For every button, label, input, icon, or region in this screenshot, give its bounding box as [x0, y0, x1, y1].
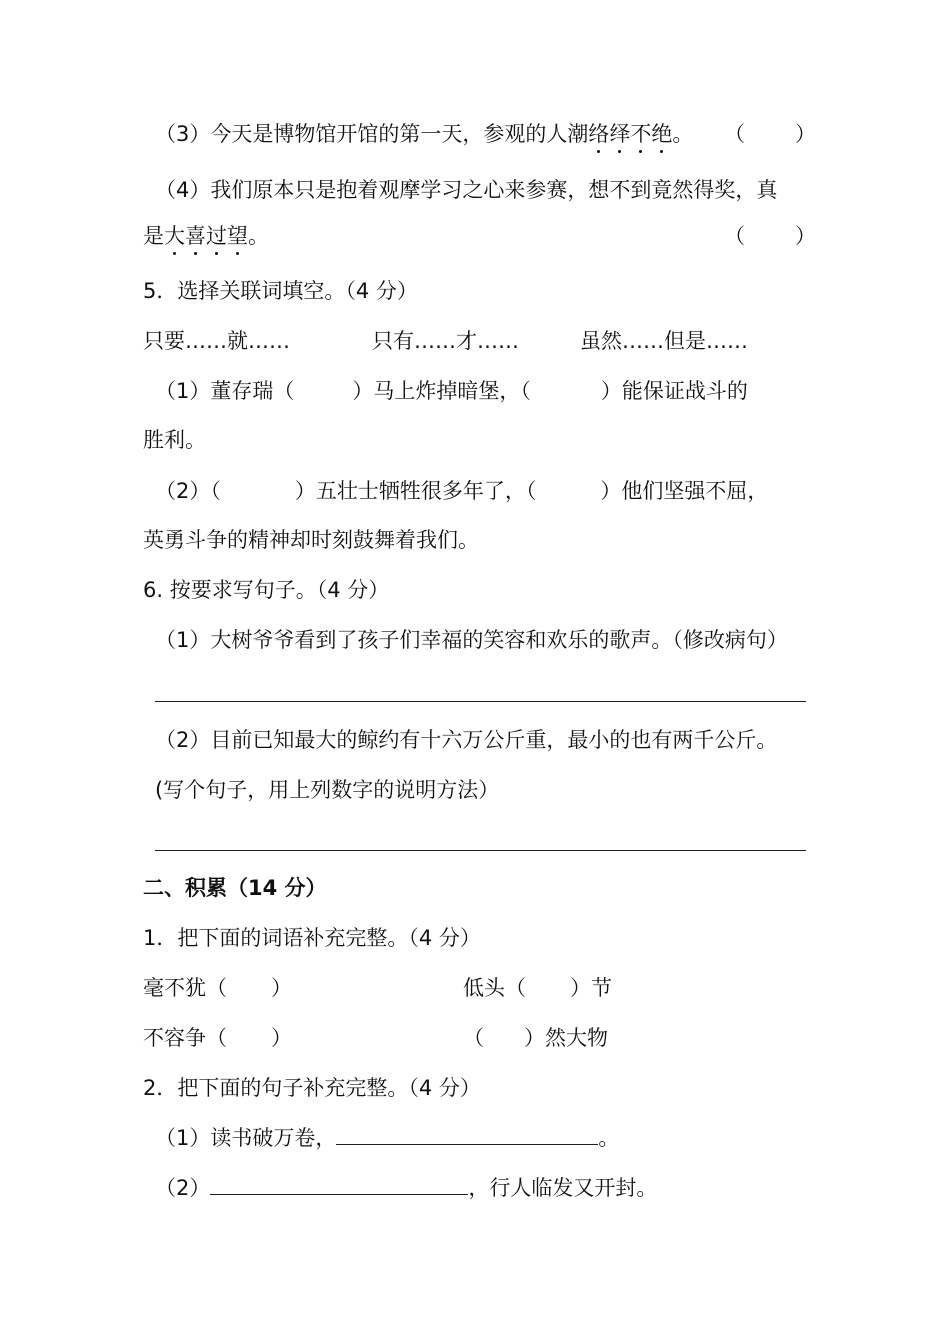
s5-item1-line2: 胜利。 [143, 428, 206, 452]
s5-item1-text-c: ）能保证战斗的 [600, 379, 748, 403]
word-fill-3 [143, 1024, 292, 1052]
paren-open: （ [724, 122, 745, 146]
q4-line2 [143, 222, 269, 250]
s5-option-1: 只要……就…… [143, 329, 290, 353]
q4-answer-paren[interactable] [724, 222, 816, 250]
sentence-fill-1-blank[interactable] [336, 1124, 598, 1145]
dotted-char: 大 [164, 224, 185, 248]
s6-title: 6. 按要求写句子。（4 分） [143, 578, 390, 602]
q4-line1 [155, 176, 777, 204]
word-fill-2-a: 低头（ [463, 976, 526, 1000]
s5-option-3: 虽然……但是…… [580, 329, 748, 353]
dotted-char: 不 [630, 122, 652, 146]
q4-period: 。 [248, 224, 269, 248]
s6-item2-line2: (写个句子，用上列数字的说明方法） [155, 778, 500, 802]
s5-item1-text-b: ）马上炸掉暗堡，（ [352, 379, 531, 403]
s5-item1-text-a: （1）董存瑞（ [155, 379, 295, 403]
q3-answer-paren[interactable] [724, 120, 816, 148]
s5-option-2: 只有……才…… [372, 329, 519, 353]
word-fill-1 [143, 974, 292, 1002]
s6-item1: （1）大树爷爷看到了孩子们幸福的笑容和欢乐的歌声。（修改病句） [155, 628, 788, 652]
part2-q2-title: 2．把下面的句子补充完整。（4 分） [143, 1076, 481, 1100]
s6-item2-answer-line[interactable] [155, 850, 806, 851]
q4-text2: 是 [143, 224, 164, 248]
part2-q1-title: 1．把下面的词语补充完整。（4 分） [143, 926, 481, 950]
s5-title: 5．选择关联词填空。（4 分） [143, 279, 418, 303]
paren-close: ） [795, 122, 816, 146]
dotted-char: 望 [227, 224, 248, 248]
s5-item2-text-a: （2）（ [155, 479, 221, 503]
word-fill-2-b: ）节 [570, 976, 612, 1000]
word-fill-4 [463, 1024, 608, 1052]
q4-text: 我们原本只是抱着观摩学习之心来参赛，想不到竟然得奖，真 [210, 178, 778, 202]
sentence-fill-2-a: （2） [155, 1176, 211, 1200]
s6-item2-line1: （2）目前已知最大的鲸约有十六万公斤重，最小的也有两千公斤。 [155, 728, 778, 752]
q3-line [155, 120, 693, 148]
q3-text: 今天是博物馆开馆的第一天，参观的人潮 [210, 122, 589, 146]
s5-item1-line1 [155, 377, 748, 405]
word-fill-2 [463, 974, 612, 1002]
dotted-char: 过 [206, 224, 227, 248]
dotted-char: 绎 [609, 122, 631, 146]
s5-item2-text-c: ）他们坚强不屈， [600, 479, 769, 503]
part2-heading: 二、积累（14 分） [143, 876, 327, 900]
s5-item2-line1 [155, 477, 768, 505]
word-fill-1-b: ） [271, 976, 292, 1000]
paren-close: ） [795, 224, 816, 248]
word-fill-1-a: 毫不犹（ [143, 976, 227, 1000]
sentence-fill-2-b: ，行人临发又开封。 [468, 1176, 658, 1200]
sentence-fill-1-a: （1）读书破万卷， [155, 1126, 337, 1150]
s6-item1-answer-line[interactable] [155, 701, 806, 702]
sentence-fill-1-b: 。 [598, 1126, 620, 1150]
sentence-fill-2-blank[interactable] [210, 1174, 468, 1195]
q3-period: 。 [672, 122, 694, 146]
word-fill-4-a: （ [463, 1026, 484, 1050]
word-fill-3-b: ） [271, 1026, 292, 1050]
dotted-char: 绝 [651, 122, 673, 146]
q3-number: （3） [155, 122, 211, 146]
word-fill-4-b: ）然大物 [524, 1026, 608, 1050]
dotted-char: 络 [588, 122, 610, 146]
s5-item2-text-b: ）五壮士牺牲很多年了，（ [294, 479, 537, 503]
s5-item2-line2: 英勇斗争的精神却时刻鼓舞着我们。 [143, 528, 479, 552]
q4-number: （4） [155, 178, 211, 202]
word-fill-3-a: 不容争（ [143, 1026, 227, 1050]
paren-open: （ [724, 224, 745, 248]
dotted-char: 喜 [185, 224, 206, 248]
sentence-fill-2 [155, 1174, 657, 1202]
sentence-fill-1 [155, 1124, 619, 1152]
